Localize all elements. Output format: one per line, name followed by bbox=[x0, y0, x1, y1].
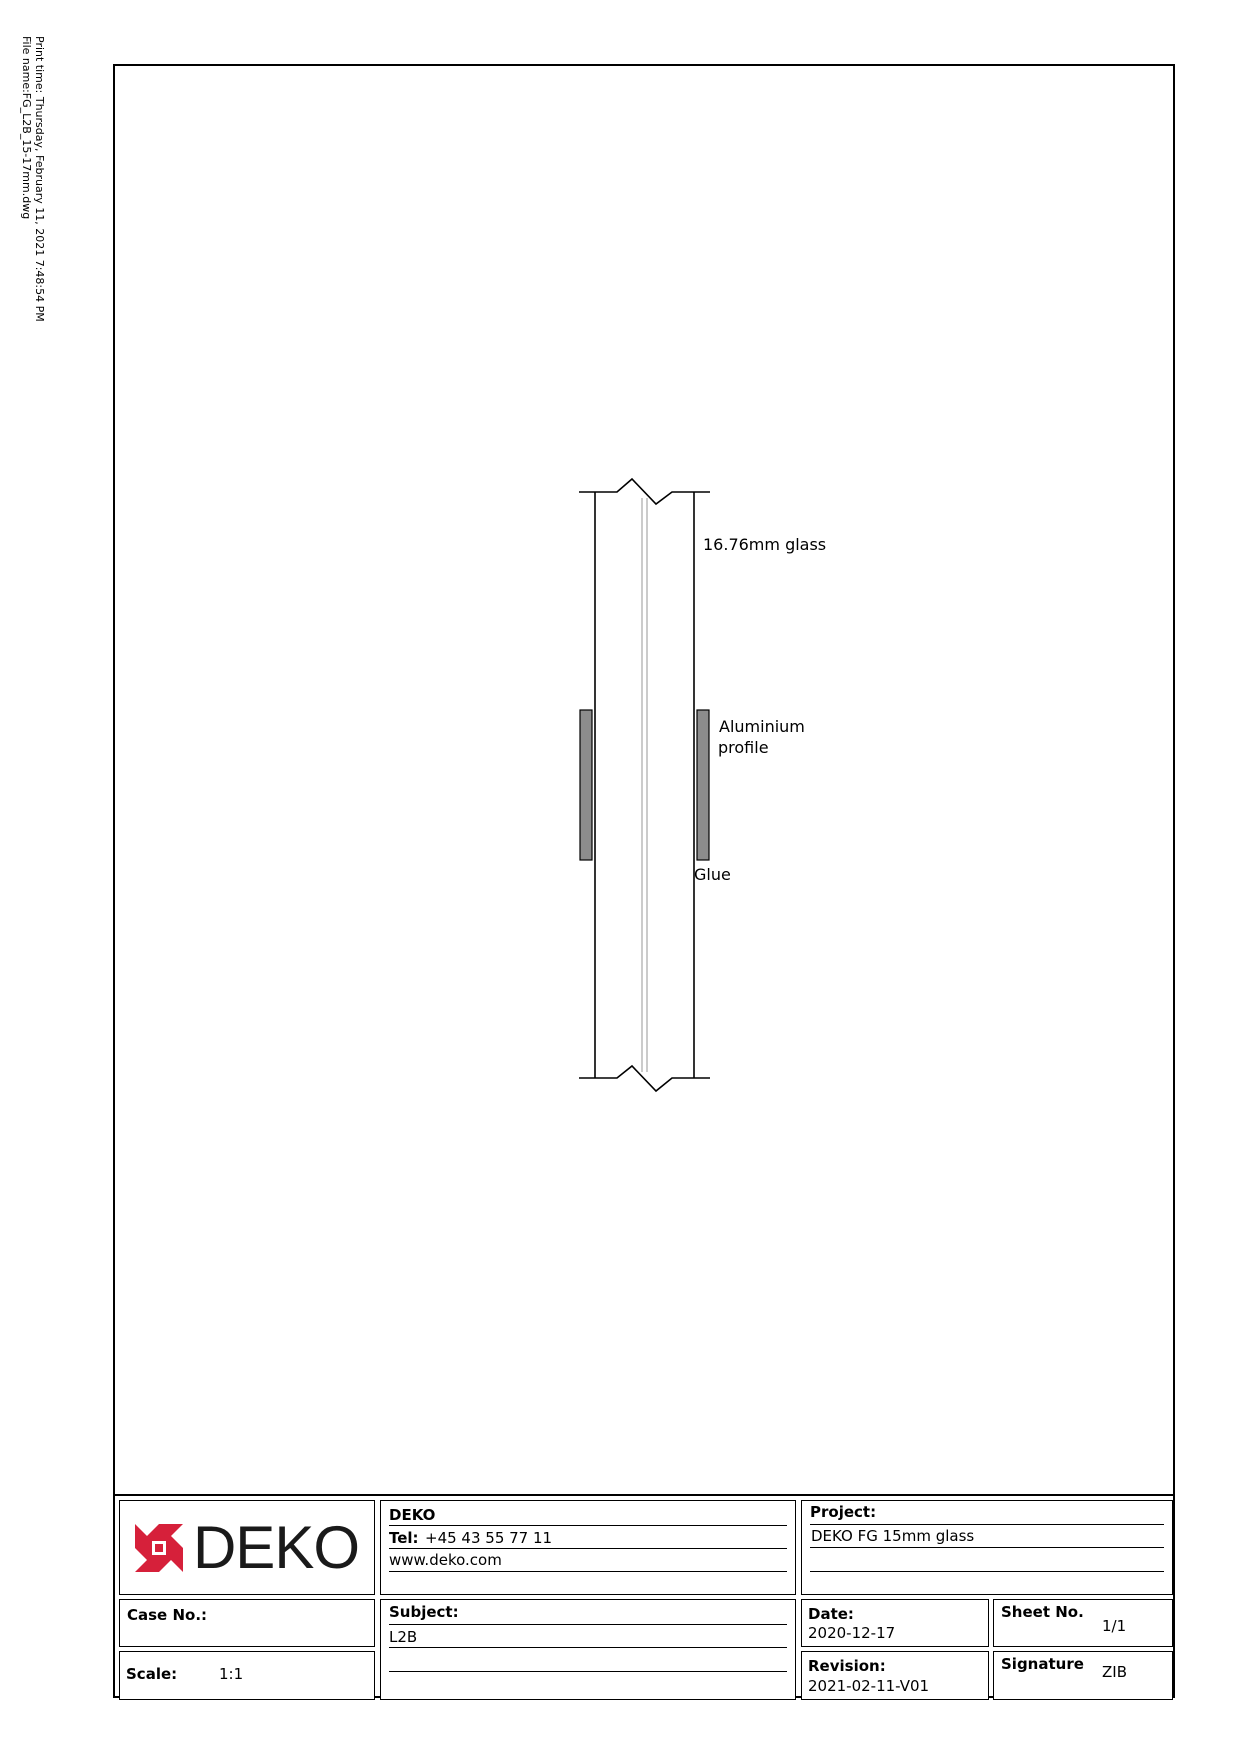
date-label: Date: bbox=[808, 1605, 854, 1623]
profile-label-line1: Aluminium bbox=[719, 717, 805, 736]
project-rule-2 bbox=[810, 1547, 1164, 1548]
case-no-box bbox=[119, 1599, 375, 1647]
signature-box bbox=[993, 1651, 1173, 1700]
subject-label: Subject: bbox=[389, 1603, 459, 1621]
print-time: Print time: Thursday, February 11, 2021 7:48:54 PM bbox=[33, 36, 46, 322]
project-value: DEKO FG 15mm glass bbox=[811, 1527, 975, 1545]
tel-label: Tel: bbox=[389, 1529, 419, 1547]
company-website: www.deko.com bbox=[389, 1551, 502, 1569]
scale-box bbox=[119, 1651, 375, 1700]
sheet-no-label: Sheet No. bbox=[1001, 1603, 1084, 1621]
aluminium-profile-left bbox=[580, 710, 592, 860]
revision-label: Revision: bbox=[808, 1657, 886, 1675]
bottom-break-line bbox=[579, 1066, 710, 1091]
signature-label: Signature bbox=[1001, 1655, 1084, 1673]
project-rule-3 bbox=[810, 1571, 1164, 1572]
subject-box bbox=[380, 1599, 796, 1700]
company-rule-2 bbox=[389, 1548, 787, 1549]
top-break-line bbox=[579, 479, 710, 504]
date-box bbox=[801, 1599, 989, 1647]
title-block-top-border bbox=[113, 1494, 1175, 1496]
revision-box bbox=[801, 1651, 989, 1700]
date-value: 2020-12-17 bbox=[808, 1624, 896, 1642]
aluminium-profile-right bbox=[697, 710, 709, 860]
project-rule-1 bbox=[810, 1524, 1164, 1525]
company-rule-1 bbox=[389, 1525, 787, 1526]
glass-label: 16.76mm glass bbox=[703, 535, 827, 554]
subject-rule-3 bbox=[389, 1671, 787, 1672]
deko-logo-icon bbox=[135, 1524, 183, 1572]
project-box bbox=[801, 1500, 1173, 1595]
file-name: File name:FG_L2B_15-17mm.dwg bbox=[20, 36, 33, 220]
glue-label: Glue bbox=[694, 865, 731, 884]
subject-rule-2 bbox=[389, 1647, 787, 1648]
signature-value: ZIB bbox=[1102, 1663, 1127, 1681]
company-box bbox=[380, 1500, 796, 1595]
scale-value: 1:1 bbox=[219, 1665, 244, 1683]
subject-rule-1 bbox=[389, 1624, 787, 1625]
logo-box bbox=[119, 1500, 375, 1595]
company-name: DEKO bbox=[389, 1506, 436, 1524]
subject-value: L2B bbox=[389, 1628, 418, 1646]
case-no-label: Case No.: bbox=[127, 1606, 208, 1624]
scale-label: Scale: bbox=[126, 1665, 178, 1683]
tel-value: +45 43 55 77 11 bbox=[425, 1529, 553, 1547]
revision-value: 2021-02-11-V01 bbox=[808, 1677, 930, 1695]
profile-label-line2: profile bbox=[718, 738, 769, 757]
sheet-no-box bbox=[993, 1599, 1173, 1647]
company-rule-3 bbox=[389, 1571, 787, 1572]
project-label: Project: bbox=[810, 1503, 877, 1521]
deko-logo-text: DEKO bbox=[192, 1513, 360, 1581]
sheet-no-value: 1/1 bbox=[1102, 1617, 1127, 1635]
